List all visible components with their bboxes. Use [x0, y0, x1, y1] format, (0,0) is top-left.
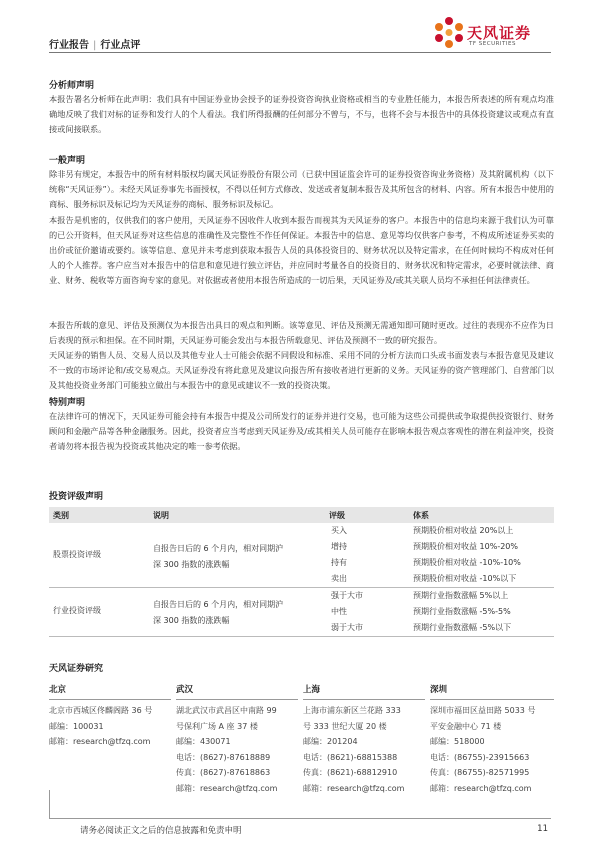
table-row [331, 622, 363, 633]
rating-value: 中性 [331, 607, 347, 616]
analyst-statement-text: 本报告署名分析师在此声明：我们具有中国证券业协会授予的证券投资咨询执业资格或相当的专业胜任能力，本报告所表述的所有观点均准确地反映了我们对标的证券和发行人的个人看法。我们所得报酬的任何部分不曾与，不与，也将不会与本报告中的具体投资建议或观点有直接或间接联系。 [49, 94, 554, 134]
general-statement-title: 一般声明 [49, 156, 86, 166]
table-row [331, 606, 347, 617]
special-statement-title: 特别声明 [49, 398, 86, 408]
shanghai-contact [303, 703, 404, 796]
header-separator: | [93, 40, 97, 51]
fax: 传真：(8627)-87618863 [176, 768, 271, 777]
rating-value: 强于大市 [331, 591, 363, 600]
city-wuhan: 武汉 [176, 683, 298, 700]
rating-system: 预期行业指数涨幅 -5%-5% [413, 607, 511, 616]
header-divider [49, 52, 551, 53]
table-divider [49, 636, 554, 637]
col-description: 说明 [153, 511, 169, 520]
stock-rating-description [153, 541, 283, 573]
rating-statement-title: 投资评级声明 [49, 492, 104, 502]
rating-system: 预期行业指数涨幅 -5%以下 [413, 623, 512, 632]
rating-value: 增持 [331, 542, 347, 551]
page-number: 11 [537, 824, 548, 834]
footer-divider [49, 818, 551, 819]
rating-table-header [49, 507, 554, 523]
col-system: 体系 [413, 511, 429, 520]
address-line: 深圳市福田区益田路 5033 号 [430, 706, 536, 715]
table-row [331, 525, 347, 536]
general-statement-p2: 本报告是机密的，仅供我们的客户使用，天风证券不因收件人收到本报告而视其为天风证券的客户。本报告中的信息均来源于我们认为可靠的已公开资料，但天风证券对这些信息的准确性及完整性不作任何保证。本报告中的信息、意见等均仅供客户参考，不构成所述证券买卖的出价或征价邀请或要约。该等信息、意见并未考虑到获取本报告人员的具体投资目的、财务状况以及特定需求，在任何时候均不构成对任何人的个人推荐。客户应当对本报告中的信息和意见进行独立评估，并应同时考量各自的投资目的、财务状况和特定需求，必要时就法律、商业、财务、税收等方面咨询专家的意见。对依据或者使用本报告所造成的一切后果，天风证券及/或其关联人员均不承担任何法律责任。 [49, 215, 554, 285]
pinwheel-logo-icon [433, 16, 465, 50]
special-statement-text: 在法律许可的情况下，天风证券可能会持有本报告中提及公司所发行的证券并进行交易，也可能为这些公司提供或争取提供投资银行、财务顾问和金融产品等各种金融服务。因此，投资者应当考虑到天风证券及/或其相关人员可能存在影响本报告观点客观性的潜在利益冲突，投资者请勿将本报告视为投资或其他决定的唯一参考依据。 [49, 411, 554, 451]
research-title: 天风证券研究 [49, 664, 104, 674]
rating-system: 预期股价相对收益 10%-20% [413, 542, 518, 551]
email: 邮箱：research@tfzq.com [176, 783, 278, 793]
analyst-statement-title: 分析师声明 [49, 81, 95, 91]
fax: 传真：(8621)-68812910 [303, 768, 398, 777]
header-subsection: 行业点评 [100, 40, 141, 51]
postcode: 邮编：201204 [303, 737, 358, 746]
postcode: 邮编：430071 [176, 737, 231, 746]
beijing-contact [49, 703, 152, 750]
table-row [413, 573, 516, 584]
table-row [413, 525, 513, 536]
rating-system: 预期股价相对收益 -10%以下 [413, 574, 517, 583]
table-row [331, 590, 363, 601]
table-row [331, 573, 347, 584]
phone: 电话：(8627)-87618889 [176, 752, 271, 762]
header-section: 行业报告 [49, 40, 89, 51]
col-category: 类别 [53, 511, 69, 520]
industry-desc-line2: 深 300 指数的涨跌幅 [153, 616, 230, 625]
address-line: 号 333 世纪大厦 20 楼 [303, 721, 387, 731]
address-line: 北京市西城区佟麟阁路 36 号 [49, 706, 153, 715]
wuhan-contact [176, 703, 277, 796]
industry-desc-line1: 自报告日后的 6 个月内，相对同期沪 [153, 600, 284, 609]
address-line: 湖北武汉市武昌区中南路 99 [176, 706, 277, 715]
general-statement-p4: 天风证券的销售人员、交易人员以及其他专业人士可能会依据不同假设和标准、采用不同的分析方法而口头或书面发表与本报告意见及建议不一致的市场评论和/或交易观点。天风证券没有将此意见及建议向报告所有接收者进行更新的义务。天风证券的资产管理部门、自营部门以及其他投资业务部门可能独立做出与本报告中的意见或建议不一致的投资决策。 [49, 350, 554, 390]
rating-value: 买入 [331, 526, 347, 535]
shenzhen-contact [430, 703, 535, 796]
stock-desc-line1: 自报告日后的 6 个月内，相对同期沪 [153, 544, 284, 553]
header-breadcrumb [49, 36, 140, 51]
email: 邮箱：research@tfzq.com [303, 783, 405, 793]
address-line: 号保利广场 A 座 37 楼 [176, 721, 258, 731]
email: 邮箱：research@tfzq.com [430, 783, 532, 793]
stock-rating-category: 股票投资评级 [53, 550, 101, 559]
phone: 电话：(86755)-23915663 [430, 752, 530, 762]
fax: 传真：(86755)-82571995 [430, 768, 530, 777]
logo-english: TF SECURITIES [469, 41, 516, 47]
address-line: 上海市浦东新区兰花路 333 [303, 706, 401, 715]
rating-value: 持有 [331, 558, 347, 567]
rating-value: 弱于大市 [331, 623, 363, 632]
table-row [413, 606, 511, 617]
address-line: 平安金融中心 71 楼 [430, 721, 502, 731]
industry-rating-category: 行业投资评级 [53, 606, 101, 615]
footer-disclaimer: 请务必阅读正文之后的信息披露和免责申明 [80, 826, 242, 836]
rating-system: 预期股价相对收益 -10%-10% [413, 558, 521, 567]
logo-text: 天风证券 [467, 24, 532, 42]
table-divider [49, 587, 554, 588]
page-header [49, 14, 551, 54]
footer-marker [49, 790, 50, 818]
col-rating: 评级 [329, 511, 345, 520]
city-shanghai: 上海 [303, 683, 425, 700]
stock-desc-line2: 深 300 指数的涨跌幅 [153, 560, 230, 569]
rating-system: 预期股价相对收益 20%以上 [413, 526, 514, 535]
general-statement-p3: 本报告所载的意见、评估及预测仅为本报告出具日的观点和判断。该等意见、评估及预测无需通知即可随时更改。过往的表现亦不应作为日后表现的预示和担保。在不同时期，天风证券可能会发出与本报告所载意见、评估及预测不一致的研究报告。 [49, 320, 554, 345]
industry-rating-description [153, 597, 283, 629]
postcode: 邮编：518000 [430, 737, 485, 746]
table-row [413, 590, 508, 601]
table-row [331, 541, 347, 552]
city-shenzhen: 深圳 [430, 683, 554, 700]
rating-value: 卖出 [331, 574, 347, 583]
general-statement-p1: 除非另有规定，本报告中的所有材料版权均属天风证券股份有限公司（已获中国证监会许可的证券投资咨询业务资格）及其附属机构（以下统称“天风证券”）。未经天风证券事先书面授权，不得以任何方式修改、发送或者复制本报告及其所包含的材料、内容。所有本报告中使用的商标、服务标识及标记均为天风证券的商标、服务标识及标记。 [49, 169, 554, 209]
table-row [413, 541, 518, 552]
table-row [413, 557, 521, 568]
table-row [413, 622, 511, 633]
table-row [331, 557, 347, 568]
postcode: 邮编：100031 [49, 721, 104, 731]
email: 邮箱：research@tfzq.com [49, 737, 151, 746]
company-logo [433, 14, 551, 54]
rating-system: 预期行业指数涨幅 5%以上 [413, 591, 509, 600]
phone: 电话：(8621)-68815388 [303, 752, 398, 762]
city-beijing: 北京 [49, 683, 171, 700]
